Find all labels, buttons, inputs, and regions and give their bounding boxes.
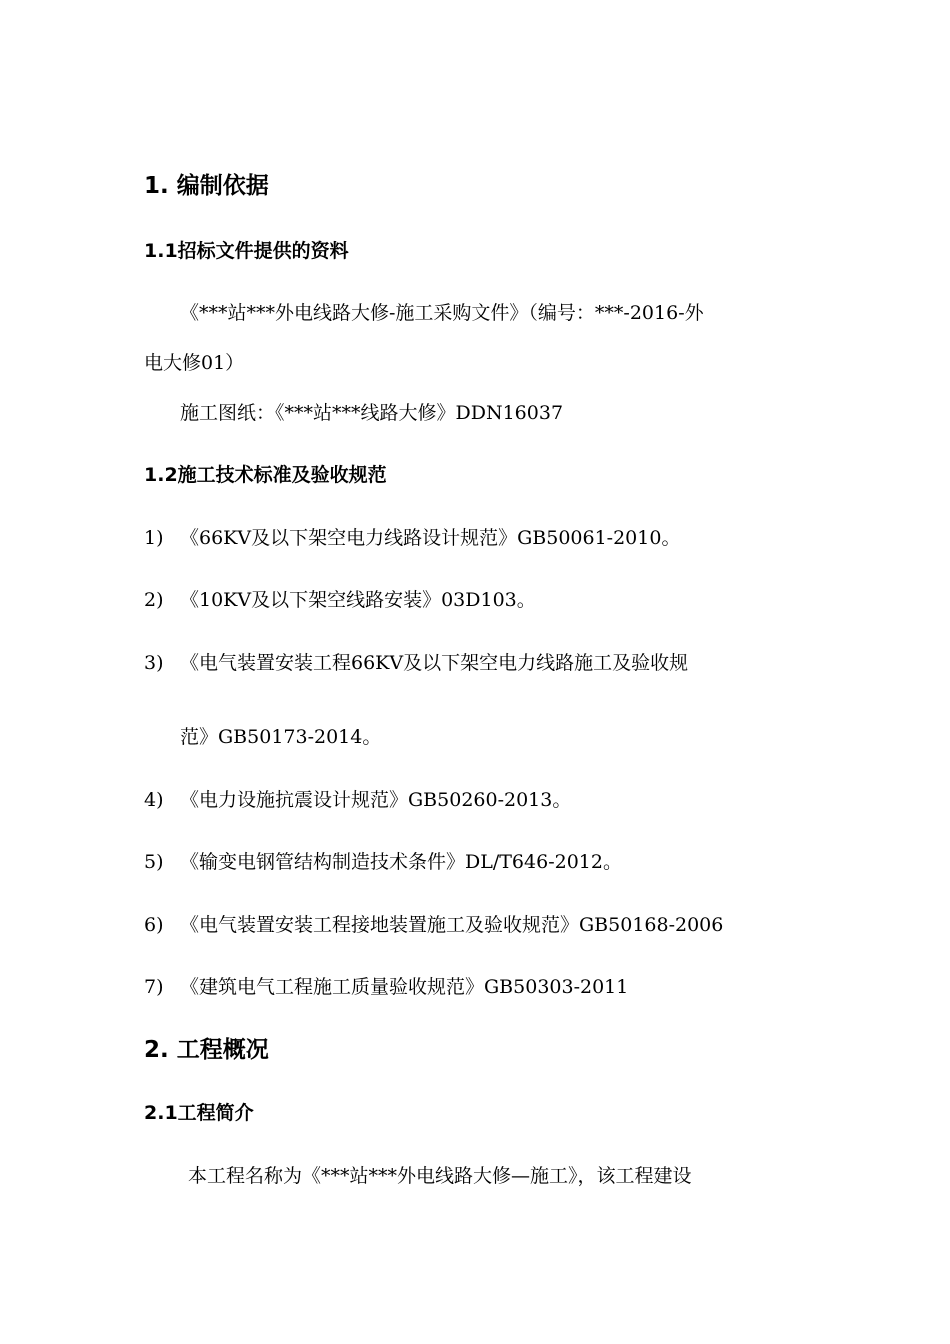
section-2-heading: 2. 工程概况 (144, 1037, 269, 1063)
list-item-number: 6) (144, 914, 164, 936)
standard-list-item (144, 654, 688, 673)
list-item-text: 《电气装置安装工程66KV及以下架空电力线路施工及验收规 (180, 652, 689, 674)
standard-list-item (144, 853, 622, 872)
standard-list-item (144, 791, 571, 810)
section-1-1-heading: 1.1招标文件提供的资料 (144, 240, 349, 262)
list-item-number: 1) (144, 527, 164, 549)
tender-document-paragraph-line-1: 《***站***外电线路大修-施工采购文件》（编号：***-2016-外 (180, 302, 704, 324)
list-item-text: 《10KV及以下架空线路安装》03D103。 (180, 589, 536, 611)
section-1-heading: 1. 编制依据 (144, 173, 269, 199)
construction-drawing-paragraph: 施工图纸：《***站***线路大修》DDN16037 (180, 402, 564, 424)
standard-list-item (144, 916, 723, 935)
standard-list-item (144, 591, 536, 610)
project-intro-paragraph-line-1: 本工程名称为《***站***外电线路大修—施工》，该工程建设 (188, 1165, 692, 1187)
list-item-number: 7) (144, 976, 164, 998)
list-item-continuation: 范》GB50173-2014。 (180, 726, 382, 748)
list-item-number: 4) (144, 789, 164, 811)
list-item-text: 《电力设施抗震设计规范》GB50260-2013。 (180, 789, 572, 811)
list-item-text: 《66KV及以下架空电力线路设计规范》GB50061-2010。 (180, 527, 681, 549)
standard-list-item (144, 978, 628, 997)
list-item-number: 2) (144, 589, 164, 611)
standard-list-item (144, 529, 680, 548)
section-1-2-heading: 1.2施工技术标准及验收规范 (144, 464, 387, 486)
list-item-number: 5) (144, 851, 164, 873)
list-item-text: 《建筑电气工程施工质量验收规范》GB50303-2011 (180, 976, 629, 998)
section-2-1-heading: 2.1工程简介 (144, 1102, 254, 1124)
tender-document-paragraph-line-2: 电大修01） (144, 352, 245, 374)
list-item-number: 3) (144, 652, 164, 674)
list-item-text: 《电气装置安装工程接地装置施工及验收规范》GB50168-2006 (180, 914, 724, 936)
list-item-text: 《输变电钢管结构制造技术条件》DL/T646-2012。 (180, 851, 622, 873)
